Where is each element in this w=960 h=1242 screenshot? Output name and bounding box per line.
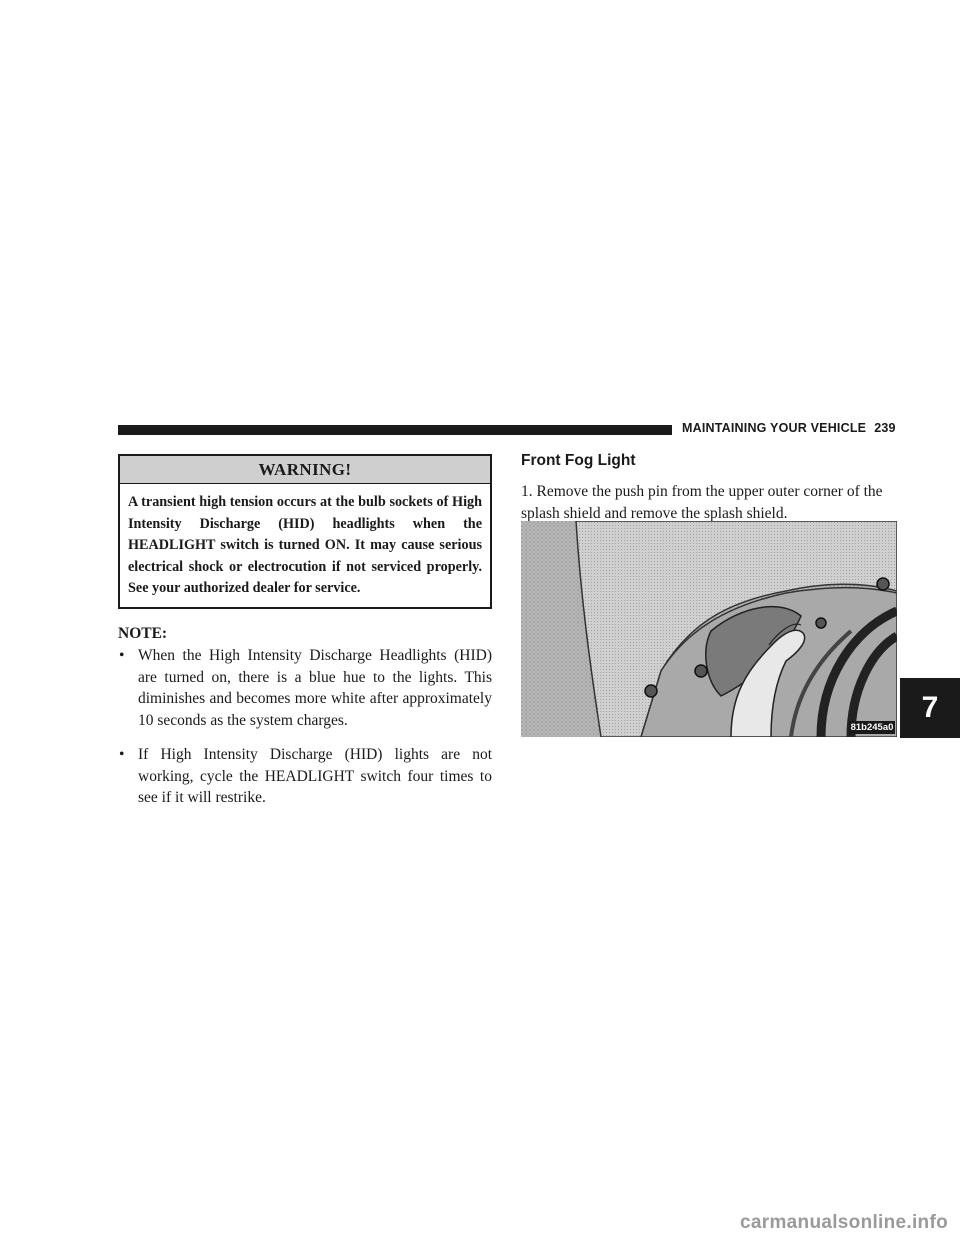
warning-title: WARNING!	[120, 456, 490, 484]
figure-code: 81b245a0	[850, 722, 894, 733]
header-rule	[118, 425, 672, 435]
note-item: • When the High Intensity Discharge Headlights (HID) are turned on, there is a blue hue to the lights. This diminishes and becomes more white after approximately 10 seconds as the system charges.	[118, 645, 492, 732]
warning-text: A transient high tension occurs at the bulb sockets of High Intensity Discharge (HID) headlights when the HEADLIGHT switch is turned ON. It may cause serious electrical shock or electrocution if not serviced properly. See your authorized dealer for service.	[128, 494, 482, 596]
page-number: 239	[874, 421, 896, 435]
note-list	[118, 645, 492, 809]
note-section	[118, 623, 492, 821]
note-label: NOTE:	[118, 625, 168, 642]
warning-box	[118, 454, 492, 609]
watermark-link[interactable]: carmanualsonline.info	[740, 1212, 948, 1233]
fog-light-illustration	[521, 521, 897, 737]
note-item: • If High Intensity Discharge (HID) lights are not working, cycle the HEADLIGHT switch four times to see if it will restrike.	[118, 744, 492, 809]
section-title: Front Fog Light	[521, 452, 636, 469]
section-heading: MAINTAINING YOUR VEHICLE	[682, 421, 867, 435]
step-1-text: 1. Remove the push pin from the upper outer corner of the splash shield and remove the splash shield.	[521, 483, 883, 522]
chapter-tab: 7	[900, 678, 960, 738]
running-head	[682, 421, 896, 435]
fog-light-figure	[521, 521, 897, 737]
